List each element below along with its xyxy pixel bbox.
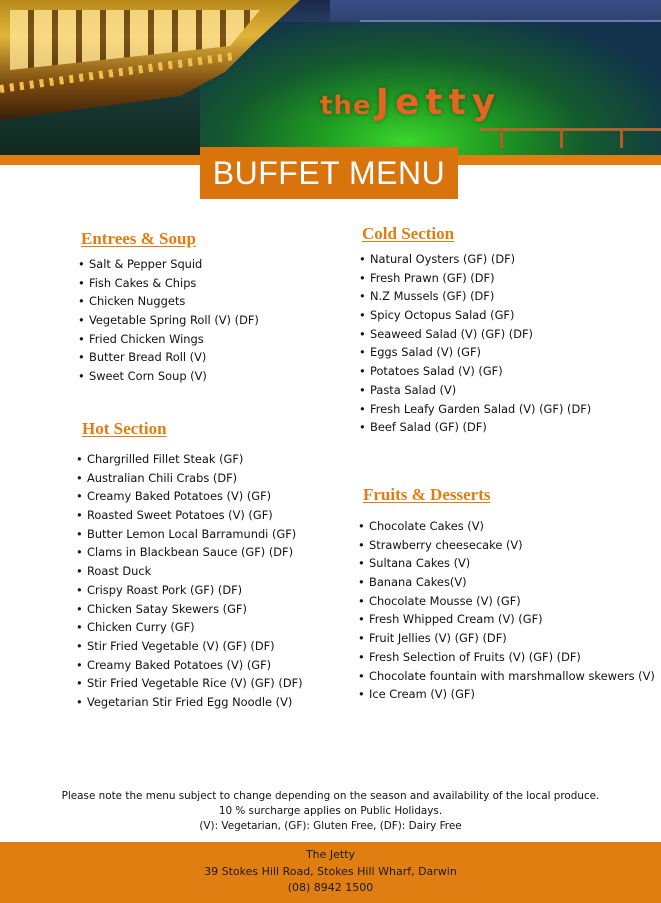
menu-item: • N.Z Mussels (GF) (DF)	[359, 287, 591, 306]
menu-item: • Chicken Curry (GF)	[76, 618, 303, 637]
menu-item: • Chocolate fountain with marshmallow skewers (V)	[358, 667, 655, 686]
menu-item: • Roast Duck	[76, 562, 303, 581]
header-photo	[0, 0, 661, 155]
menu-item: • Ice Cream (V) (GF)	[358, 685, 655, 704]
menu-item: • Fresh Whipped Cream (V) (GF)	[358, 610, 655, 629]
cold-section-title: Cold Section	[362, 224, 455, 243]
menu-item: • Beef Salad (GF) (DF)	[359, 418, 591, 437]
menu-item: • Vegetable Spring Roll (V) (DF)	[78, 311, 259, 330]
menu-item: • Banana Cakes(V)	[358, 573, 655, 592]
menu-item: • Chocolate Mousse (V) (GF)	[358, 592, 655, 611]
menu-item: • Butter Lemon Local Barramundi (GF)	[76, 525, 303, 544]
menu-item: • Potatoes Salad (V) (GF)	[359, 362, 591, 381]
menu-item: • Chicken Nuggets	[78, 292, 259, 311]
menu-item: • Salt & Pepper Squid	[78, 255, 259, 274]
menu-item: • Clams in Blackbean Sauce (GF) (DF)	[76, 543, 303, 562]
pier-walkway	[480, 128, 661, 145]
pier-post	[560, 128, 563, 148]
menu-item: • Seaweed Salad (V) (GF) (DF)	[359, 325, 591, 344]
menu-item: • Roasted Sweet Potatoes (V) (GF)	[76, 506, 303, 525]
note-change: Please note the menu subject to change depending on the season and availability of the local produce.	[61, 790, 600, 802]
menu-item: • Fish Cakes & Chips	[78, 274, 259, 293]
menu-item: • Stir Fried Vegetable Rice (V) (GF) (DF)	[76, 674, 303, 693]
logo-the: the	[320, 91, 372, 121]
menu-notes	[0, 789, 661, 834]
menu-item: • Stir Fried Vegetable (V) (GF) (DF)	[76, 637, 303, 656]
menu-item: • Eggs Salad (V) (GF)	[359, 343, 591, 362]
pier-post	[620, 128, 623, 148]
menu-item: • Fresh Prawn (GF) (DF)	[359, 269, 591, 288]
menu-item: • Sweet Corn Soup (V)	[78, 367, 259, 386]
menu-item: • Butter Bread Roll (V)	[78, 348, 259, 367]
desserts-list	[358, 517, 655, 704]
menu-item: • Spicy Octopus Salad (GF)	[359, 306, 591, 325]
entrees-list	[78, 255, 259, 386]
the-jetty-logo	[320, 82, 501, 123]
menu-item: • Creamy Baked Potatoes (V) (GF)	[76, 656, 303, 675]
hot-section-title: Hot Section	[82, 419, 167, 438]
menu-item: • Natural Oysters (GF) (DF)	[359, 250, 591, 269]
menu-item: • Creamy Baked Potatoes (V) (GF)	[76, 487, 303, 506]
menu-item: • Fried Chicken Wings	[78, 330, 259, 349]
note-legend: (V): Vegetarian, (GF): Gluten Free, (DF): Dairy Free	[199, 820, 462, 832]
cold-list	[359, 250, 591, 437]
menu-item: • Strawberry cheesecake (V)	[358, 536, 655, 555]
footer-phone: (08) 8942 1500	[287, 881, 374, 894]
menu-item: • Fruit Jellies (V) (GF) (DF)	[358, 629, 655, 648]
menu-item: • Crispy Roast Pork (GF) (DF)	[76, 581, 303, 600]
menu-item: • Pasta Salad (V)	[359, 381, 591, 400]
buffet-menu-title: BUFFET MENU	[200, 147, 458, 199]
note-surcharge: 10 % surcharge applies on Public Holidays.	[218, 805, 443, 817]
menu-item: • Chargrilled Fillet Steak (GF)	[76, 450, 303, 469]
footer-address: 39 Stokes Hill Road, Stokes Hill Wharf, Darwin	[204, 864, 457, 878]
menu-item: • Fresh Selection of Fruits (V) (GF) (DF)	[358, 648, 655, 667]
hot-list	[76, 450, 303, 712]
footer	[0, 842, 661, 903]
menu-item: • Sultana Cakes (V)	[358, 554, 655, 573]
entrees-section-title: Entrees & Soup	[81, 229, 196, 248]
menu-item: • Vegetarian Stir Fried Egg Noodle (V)	[76, 693, 303, 712]
pier-post	[500, 128, 503, 148]
menu-item: • Chicken Satay Skewers (GF)	[76, 600, 303, 619]
desserts-section-title: Fruits & Desserts	[363, 485, 491, 504]
menu-item: • Chocolate Cakes (V)	[358, 517, 655, 536]
logo-name: Jetty	[375, 82, 502, 123]
menu-item: • Fresh Leafy Garden Salad (V) (GF) (DF)	[359, 400, 591, 419]
menu-item: • Australian Chili Crabs (DF)	[76, 469, 303, 488]
footer-name: The Jetty	[305, 848, 356, 861]
